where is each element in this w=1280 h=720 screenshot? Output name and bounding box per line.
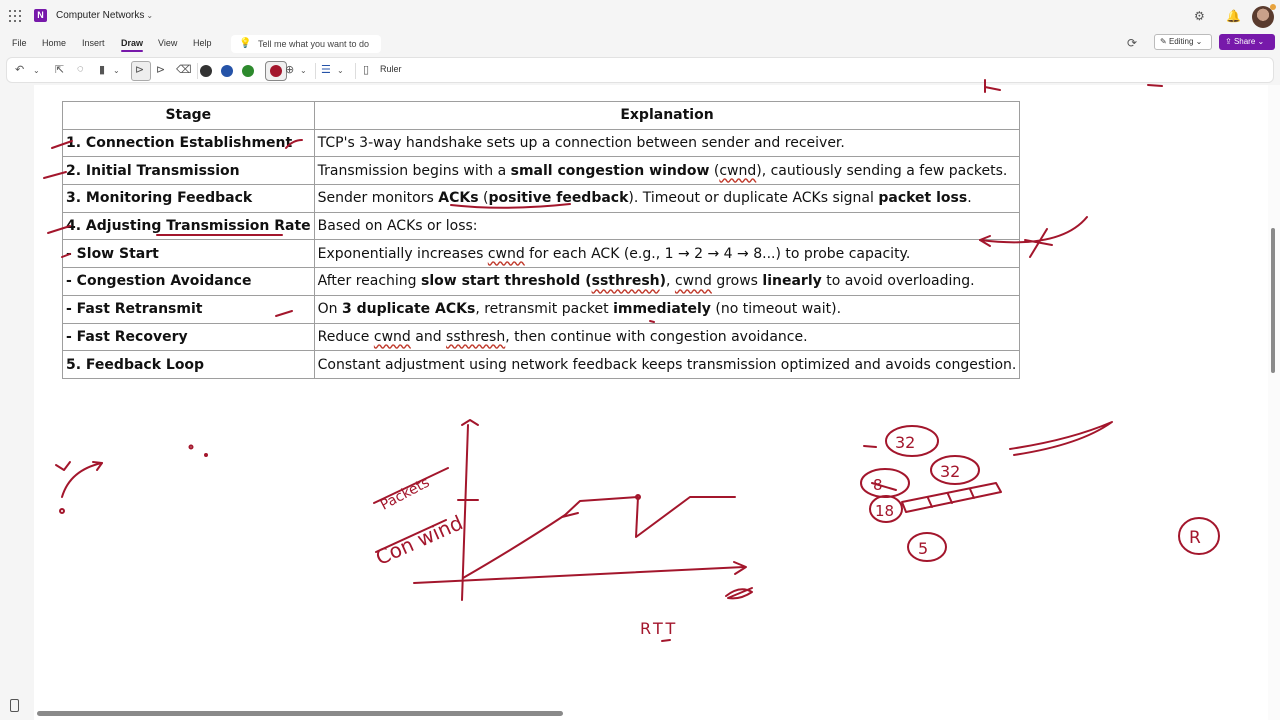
- stage-cell: - Fast Retransmit: [63, 295, 315, 323]
- vertical-scrollbar[interactable]: [1268, 85, 1280, 720]
- circle-scratch-label: 8: [873, 476, 883, 494]
- tab-view[interactable]: View: [158, 38, 178, 48]
- mobile-view-icon[interactable]: [10, 699, 19, 712]
- stage-cell: 5. Feedback Loop: [63, 351, 315, 379]
- notebook-title-text: Computer Networks: [56, 10, 145, 21]
- stage-cell: 2. Initial Transmission: [63, 157, 315, 185]
- explanation-cell: [314, 268, 1020, 296]
- explanation-segment: ACKs: [438, 190, 479, 207]
- circle-label: 32: [895, 433, 916, 452]
- table-row: [63, 351, 1020, 379]
- stage-cell: 4. Adjusting Transmission Rate: [63, 212, 315, 240]
- add-pen-icon[interactable]: ⊕: [285, 64, 295, 76]
- circle-label: 18: [875, 502, 895, 520]
- stage-cell: - Fast Recovery: [63, 323, 315, 351]
- editing-mode-button[interactable]: ✎ Editing ⌄: [1154, 34, 1212, 50]
- explanation-segment: ssthresh: [446, 328, 506, 345]
- explanation-segment: (no timeout wait).: [710, 301, 842, 318]
- explanation-segment: Sender monitors: [317, 190, 439, 207]
- table-row: [63, 157, 1020, 185]
- divider: [355, 63, 356, 79]
- app-launcher-icon[interactable]: [9, 10, 21, 22]
- explanation-segment: for each ACK (e.g., 1 → 2 → 4 → 8...) to probe capacity.: [524, 245, 911, 262]
- explanation-segment: Transmission begins with a: [317, 162, 511, 179]
- table-body: [63, 129, 1020, 378]
- explanation-segment: and: [410, 328, 447, 345]
- explanation-segment: immediately: [613, 301, 711, 318]
- explanation-cell: Based on ACKs or loss:: [314, 212, 1020, 240]
- undo-icon[interactable]: ↶: [15, 64, 25, 76]
- undo-dropdown-icon[interactable]: ⌄: [33, 66, 40, 75]
- explanation-segment: cwnd: [373, 328, 411, 345]
- explanation-segment: Exponentially increases: [317, 245, 488, 262]
- lightbulb-icon: 💡: [239, 38, 252, 49]
- explanation-cell: [314, 157, 1020, 185]
- vertical-scroll-thumb[interactable]: [1271, 228, 1275, 373]
- table-row: [63, 212, 1020, 240]
- ruler-icon[interactable]: ▯: [363, 64, 370, 76]
- explanation-segment: ), cautiously sending a few packets.: [756, 162, 1008, 179]
- explanation-segment: 3 duplicate ACKs: [341, 301, 476, 318]
- column-header-stage: Stage: [63, 102, 315, 130]
- line-style-dropdown-icon[interactable]: ⌄: [337, 66, 344, 75]
- explanation-segment: packet loss: [878, 190, 968, 207]
- highlighter-dropdown-icon[interactable]: ⌄: [113, 66, 120, 75]
- tab-file[interactable]: File: [12, 38, 27, 48]
- explanation-segment: (: [478, 190, 489, 207]
- explanation-segment: ssthresh: [591, 273, 660, 290]
- search-box[interactable]: [231, 35, 381, 53]
- table-header-row: [63, 102, 1020, 130]
- highlighter-icon[interactable]: ▮: [99, 64, 106, 76]
- ribbon-tabs: [0, 33, 1280, 55]
- explanation-segment: small congestion window: [510, 162, 710, 179]
- y-axis-label: Con wind: [372, 510, 467, 570]
- tcp-stages-table: [62, 101, 1020, 379]
- explanation-segment: positive feedback: [488, 190, 629, 207]
- tab-help[interactable]: Help: [193, 38, 212, 48]
- left-margin: [0, 85, 34, 720]
- table-row: [63, 295, 1020, 323]
- search-placeholder: Tell me what you want to do: [258, 39, 370, 49]
- pointer-alt-icon[interactable]: ⊳: [156, 64, 166, 76]
- table-row: [63, 185, 1020, 213]
- explanation-segment: (: [709, 162, 720, 179]
- x-axis-label: RTT: [640, 619, 679, 638]
- title-bar: [0, 0, 1280, 33]
- explanation-cell: Constant adjustment using network feedback keeps transmission optimized and avoids congestion.: [314, 351, 1020, 379]
- share-label: Share: [1233, 37, 1256, 46]
- explanation-segment: cwnd: [487, 245, 525, 262]
- editing-label: Editing: [1168, 37, 1194, 46]
- table-row: [63, 240, 1020, 268]
- circle-label: 32: [940, 462, 961, 481]
- table-row: [63, 323, 1020, 351]
- notebook-title[interactable]: [56, 10, 153, 21]
- explanation-segment: , retransmit packet: [475, 301, 614, 318]
- stage-cell: 3. Monitoring Feedback: [63, 185, 315, 213]
- table-row: [63, 129, 1020, 157]
- onenote-logo-icon: N: [34, 9, 47, 22]
- chevron-down-icon: ⌄: [146, 11, 154, 20]
- tab-draw[interactable]: Draw: [121, 38, 144, 48]
- explanation-segment: slow start threshold (: [421, 273, 592, 290]
- explanation-segment: , then continue with congestion avoidance.: [505, 328, 808, 345]
- select-text-icon[interactable]: ⇱: [55, 64, 65, 76]
- divider: [197, 63, 198, 79]
- explanation-segment: cwnd: [674, 273, 712, 290]
- stage-cell: 1. Connection Establishment: [63, 129, 315, 157]
- notifications-bell-icon[interactable]: 🔔: [1226, 9, 1241, 23]
- line-style-icon[interactable]: ☰: [321, 64, 331, 76]
- pen-blue[interactable]: [221, 65, 233, 77]
- explanation-segment: grows: [711, 273, 763, 290]
- explanation-segment: On: [317, 301, 342, 318]
- settings-gear-icon[interactable]: ⚙: [1194, 9, 1205, 23]
- explanation-cell: [314, 295, 1020, 323]
- horizontal-scroll-thumb[interactable]: [37, 711, 563, 716]
- draw-toolbar-area: [0, 55, 1280, 85]
- pen-red[interactable]: [270, 65, 282, 77]
- explanation-segment: cwnd: [719, 162, 757, 179]
- stage-cell: - Congestion Avoidance: [63, 268, 315, 296]
- explanation-segment: ,: [666, 273, 675, 290]
- explanation-segment: .: [967, 190, 972, 207]
- add-pen-dropdown-icon[interactable]: ⌄: [300, 66, 307, 75]
- pointer-icon[interactable]: ⊳: [135, 64, 145, 76]
- column-header-explanation: Explanation: [314, 102, 1020, 130]
- pen-black[interactable]: [200, 65, 212, 77]
- share-button[interactable]: ⇪ Share ⌄: [1219, 34, 1275, 50]
- tab-home[interactable]: Home: [42, 38, 67, 48]
- explanation-cell: [314, 240, 1020, 268]
- explanation-segment: Reduce: [317, 328, 374, 345]
- explanation-cell: TCP's 3-way handshake sets up a connection between sender and receiver.: [314, 129, 1020, 157]
- pen-green[interactable]: [242, 65, 254, 77]
- table-row: [63, 268, 1020, 296]
- presence-status-icon: [1270, 4, 1276, 10]
- lasso-select-icon[interactable]: ◌: [77, 63, 84, 75]
- circle-label: 5: [918, 539, 929, 558]
- ruler-label[interactable]: Ruler: [380, 64, 402, 74]
- circle-label: R: [1189, 528, 1201, 548]
- y-axis-scribble-label: Packets: [377, 474, 433, 514]
- sync-icon[interactable]: ⟳: [1127, 36, 1138, 50]
- explanation-segment: After reaching: [317, 273, 422, 290]
- explanation-segment: linearly: [762, 273, 822, 290]
- explanation-cell: [314, 323, 1020, 351]
- explanation-segment: ). Timeout or duplicate ACKs signal: [628, 190, 879, 207]
- explanation-segment: to avoid overloading.: [821, 273, 975, 290]
- tab-insert[interactable]: Insert: [82, 38, 105, 48]
- explanation-segment: ): [659, 273, 667, 290]
- draw-toolbar: [6, 57, 1274, 83]
- eraser-icon[interactable]: ⌫: [176, 64, 192, 76]
- explanation-cell: [314, 185, 1020, 213]
- divider: [315, 63, 316, 79]
- stage-cell: - Slow Start: [63, 240, 315, 268]
